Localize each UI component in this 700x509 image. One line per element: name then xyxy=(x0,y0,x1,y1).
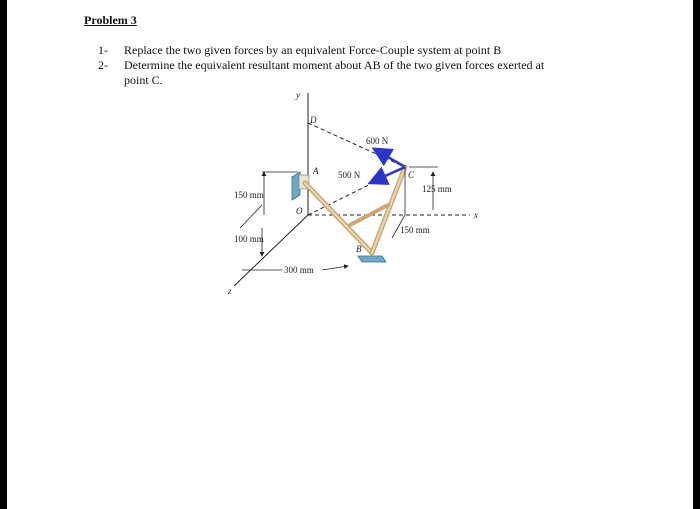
label-point-a: A xyxy=(313,166,319,176)
label-dim-125: 125 mm xyxy=(422,184,452,194)
label-point-b: B xyxy=(356,244,362,254)
z-axis-line xyxy=(234,215,308,286)
axis-y-label: y xyxy=(296,90,300,100)
force-arrow-600 xyxy=(376,150,405,167)
problem-title: Problem 3 xyxy=(84,13,137,27)
label-force-600: 600 N xyxy=(366,136,389,146)
label-dim-150-left: 150 mm xyxy=(234,190,264,200)
question-text-2-continuation: point C. xyxy=(124,73,163,87)
label-dim-100: 100 mm xyxy=(234,234,264,244)
question-text-1: Replace the two given forces by an equivalent Force-Couple system at point B xyxy=(124,43,502,57)
label-point-c: C xyxy=(408,170,415,180)
label-point-o: O xyxy=(296,206,303,216)
label-dim-300: 300 mm xyxy=(284,265,314,275)
floor-support-b xyxy=(358,256,386,262)
label-point-d: D xyxy=(310,115,317,125)
axis-z-label: z xyxy=(228,286,232,296)
question-text-2: Determine the equivalent resultant moment about AB of the two given forces exerted at xyxy=(124,58,545,72)
dim-100-ext xyxy=(240,205,262,228)
line-d-c xyxy=(308,123,405,167)
label-dim-150-right: 150 mm xyxy=(400,225,430,235)
dim-300-right xyxy=(322,266,348,270)
axis-x-label: x xyxy=(474,210,478,220)
question-number-1: 1- xyxy=(98,43,108,57)
question-number-2: 2- xyxy=(98,58,108,72)
label-force-500: 500 N xyxy=(338,170,361,180)
